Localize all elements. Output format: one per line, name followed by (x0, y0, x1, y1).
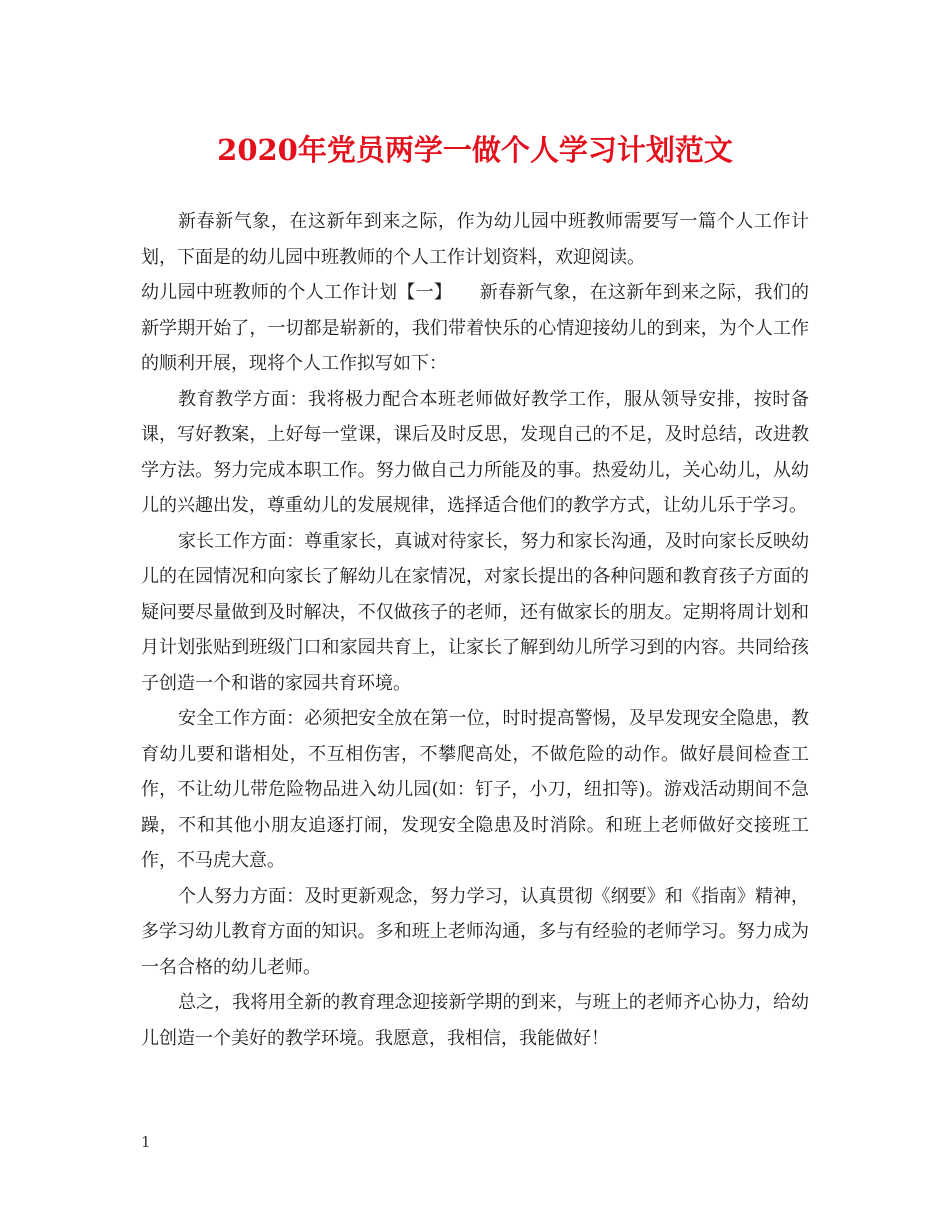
paragraph-conclusion: 总之，我将用全新的教育理念迎接新学期的到来，与班上的老师齐心协力，给幼儿创造一个美好的教学环境。我愿意，我相信，我能做好！ (141, 992, 809, 1049)
document-title: 2020年党员两学一做个人学习计划范文 (217, 133, 733, 167)
document-body (141, 204, 809, 1056)
page-number: 1 (141, 1133, 151, 1151)
paragraph-teaching: 教育教学方面：我将极力配合本班老师做好教学工作，服从领导安排，按时备课，写好教案，上好每一堂课，课后及时反思，发现自己的不足，及时总结，改进教学方法。努力完成本职工作。努力做自己力所能及的事。热爱幼儿，关心幼儿，从幼儿的兴趣出发，尊重幼儿的发展规律，选择适合他们的教学方式，让幼儿乐于学习。 (141, 388, 809, 516)
paragraph-plan-heading: 幼儿园中班教师的个人工作计划【一】 新春新气象，在这新年到来之际，我们的新学期开始了，一切都是崭新的，我们带着快乐的心情迎接幼儿的到来，为个人工作的顺利开展，现将个人工作拟写如下： (141, 282, 809, 374)
paragraph-personal: 个人努力方面：及时更新观念，努力学习，认真贯彻《纲要》和《指南》精神，多学习幼儿教育方面的知识。多和班上老师沟通，多与有经验的老师学习。努力成为一名合格的幼儿老师。 (141, 885, 809, 978)
paragraph-safety: 安全工作方面：必须把安全放在第一位，时时提高警惕，及早发现安全隐患，教育幼儿要和谐相处，不互相伤害，不攀爬高处，不做危险的动作。做好晨间检查工作，不让幼儿带危险物品进入幼儿园(如：钉子，小刀，纽扣等)。游戏活动期间不急躁，不和其他小朋友追逐打闹，发现安全隐患及时消除。和班上老师做好交接班工作，不马虎大意。 (141, 708, 809, 871)
paragraph-intro: 新春新气象，在这新年到来之际，作为幼儿园中班教师需要写一篇个人工作计划，下面是的幼儿园中班教师的个人工作计划资料，欢迎阅读。 (141, 211, 809, 268)
paragraph-parents: 家长工作方面：尊重家长，真诚对待家长，努力和家长沟通，及时向家长反映幼儿的在园情况和向家长了解幼儿在家情况，对家长提出的各种问题和教育孩子方面的疑问要尽量做到及时解决，不仅做孩子的老师，还有做家长的朋友。定期将周计划和月计划张贴到班级门口和家园共育上，让家长了解到幼儿所学习到的内容。共同给孩子创造一个和谐的家园共育环境。 (141, 530, 809, 694)
